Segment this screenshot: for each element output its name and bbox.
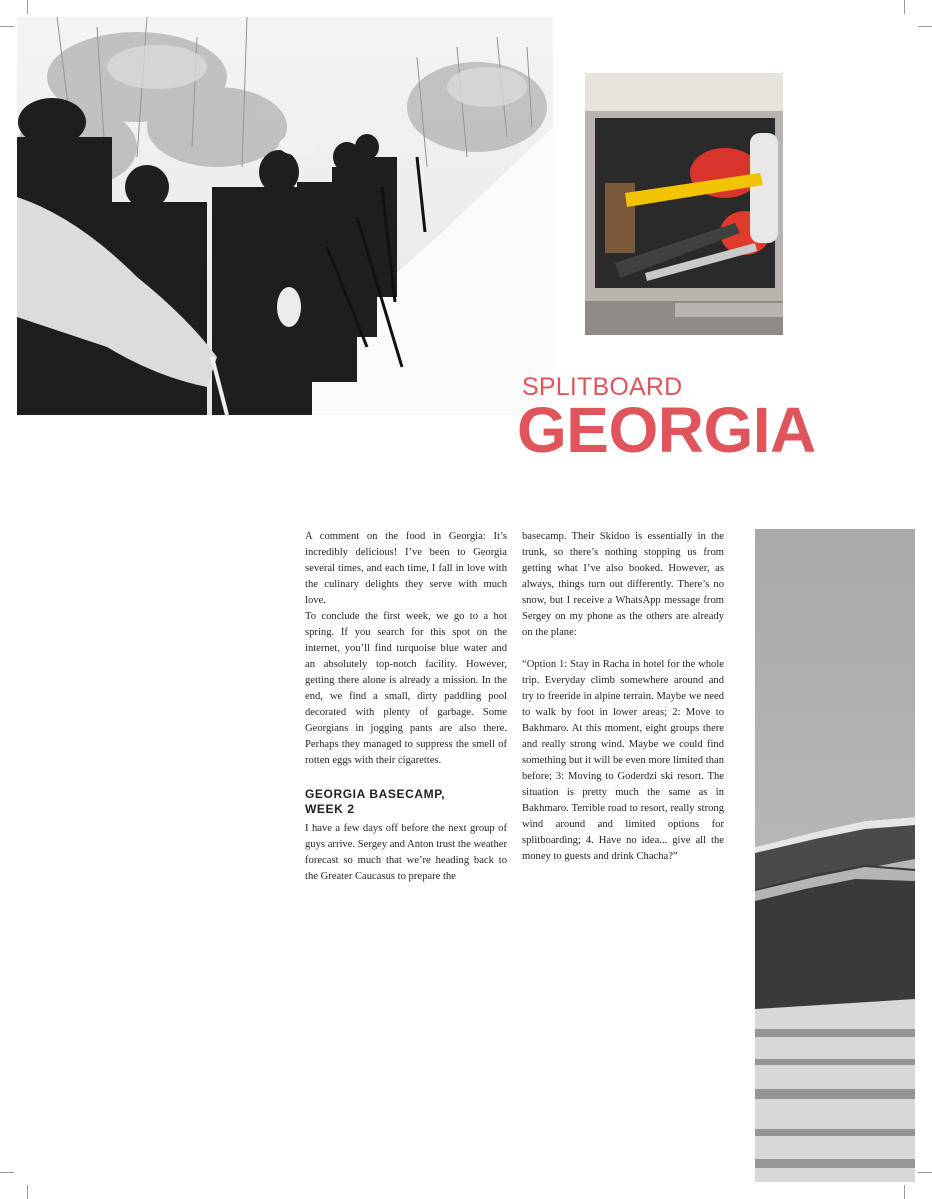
article-paragraph: To conclude the first week, we go to a hot spring. If you search for this spot on the internet, you’ll find turquoise blue water and an absolutely top-notch facility. However, getting there alone is already a mission. In the end, we find a small, dirty paddling pool decorated with plenty of garbage. Some Georgians in jogging pants are also there. Perhaps they managed to suppress the smell of rotten eggs with their cigarettes. xyxy=(305,611,507,766)
car-trunk-photo xyxy=(585,73,783,335)
article-quote: “Option 1: Stay in Racha in hotel for the whole trip. Everyday climb somewhere around and try to freeride in alpine terrain. Maybe we need to walk by foot in lower areas; 2: Move to Bakhmaro. At this moment, eight groups there and really strong wind. Maybe we could find something but it will be even more limited than before; 3: Moving to Goderdzi ski resort. The situation is pretty much the same as in Bakhmaro. Terrible road to resort, really strong wind around and limited options for splitboarding; 4. Have no idea... give all the money to guests and drink Chacha?” xyxy=(522,659,724,862)
title-main: GEORGIA xyxy=(517,394,816,466)
crop-mark-bottom-left-h xyxy=(0,1172,14,1173)
title-kicker: SPLITBOARD xyxy=(522,373,683,401)
mountain-photo xyxy=(755,529,915,1182)
section-heading xyxy=(305,787,507,817)
paragraph-gap xyxy=(522,641,724,657)
crop-mark-bottom-left xyxy=(27,1185,28,1199)
article-paragraph: A comment on the food in Georgia: It’s incredibly delicious! I’ve been to Georgia several times, and each time, I fall in love with the culinary delights they serve with much love. xyxy=(305,531,507,606)
article-paragraph: I have a few days off before the next group of guys arrive. Sergey and Anton trust the weather forecast so much that we’re heading back to the Greater Caucasus to prepare the xyxy=(305,823,507,882)
crop-mark-top-right xyxy=(904,0,905,14)
section-heading-line-1: GEORGIA BASECAMP, xyxy=(305,787,446,801)
crop-mark-top-right-h xyxy=(918,26,932,27)
article-column-1 xyxy=(305,529,507,885)
crop-mark-top-left xyxy=(27,0,28,14)
crop-mark-top-left-h xyxy=(0,26,14,27)
crop-mark-bottom-right-h xyxy=(918,1172,932,1173)
hikers-photo xyxy=(17,17,553,415)
crop-mark-bottom-right xyxy=(904,1185,905,1199)
section-heading-line-2: WEEK 2 xyxy=(305,802,355,816)
article-paragraph: basecamp. Their Skidoo is essentially in the trunk, so there’s nothing stopping us from getting what I’ve also booked. However, as always, things turn out differently. There’s no snow, but I receive a WhatsApp message from Sergey on my phone as the others are already on the plane: xyxy=(522,531,724,638)
article-column-2 xyxy=(522,529,724,865)
